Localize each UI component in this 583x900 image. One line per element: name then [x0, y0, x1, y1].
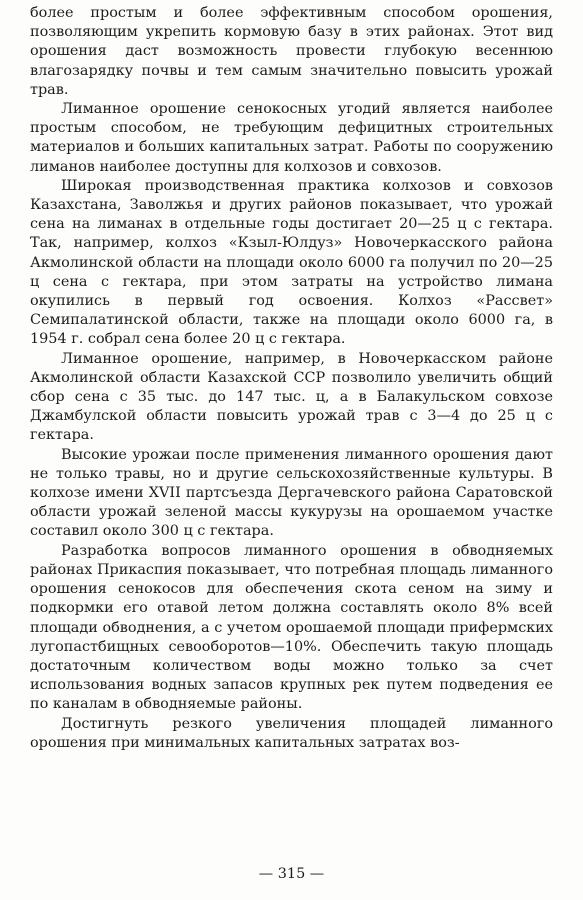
paragraph-2: Лиманное орошение сенокосных угодий является наиболее простым способом, не требующим дефицитных строительных материалов и больших капитальных затрат. Работы по сооружению лиманов наиболее доступны для колхозов и совхозов. — [30, 101, 553, 175]
body-text — [30, 4, 553, 753]
paragraph-4: Лиманное орошение, например, в Новочеркасском районе Акмолинской области Казахской ССР позволило увеличить общий сбор сена с 35 тыс. до 147 тыс. ц, а в Балакульском совхозе Джамбулской области повысить урожай трав с 3—4 до 25 ц с гектара. — [30, 350, 553, 444]
paragraph-3: Широкая производственная практика колхозов и совхозов Казахстана, Заволжья и других районов показывает, что урожай сена на лиманах в отдельные годы достигает 20—25 ц с гектара. Так, например, колхоз «Кзыл-Юлдуз» Новочеркасского района Акмолинской области на площади около 6000 га получил по 20—25 ц сена с гектара, при этом затраты на устройство лимана окупились в первый год освоения. Колхоз «Рассвет» Семипалатинской области, также на площади около 6000 га, в 1954 г. собрал сена более 20 ц с гектара. — [30, 177, 553, 348]
paragraph-6: Разработка вопросов лиманного орошения в обводняемых районах Прикаспия показывает, что потребная площадь лиманного орошения сенокосов для обеспечения скота сеном на зиму и подкормки его отавой летом должна составлять около 8% всей площади обводнения, а с учетом орошаемой площади прифермских лугопастбищных севооборотов—10%. Обеспечить такую площадь достаточным количеством воды можно только за счет использования водных запасов крупных рек путем подведения ее по каналам в обводняемые районы. — [30, 542, 553, 713]
paragraph-5: Высокие урожаи после применения лиманного орошения дают не только травы, но и другие сельскохозяйственные культуры. В колхозе имени XVII партсъезда Дергачевского района Саратовской области урожай зеленой массы кукурузы на орошаемом участке составил около 300 ц с гектара. — [30, 446, 553, 540]
paragraph-7: Достигнуть резкого увеличения площадей лиманного орошения при минимальных капитальных затратах воз- — [30, 715, 553, 751]
page-number: — 315 — — [258, 866, 325, 882]
paragraph-1: более простым и более эффективным способом орошения, позволяющим укрепить кормовую базу в этих районах. Этот вид орошения даст возможность провести глубокую весеннюю влагозарядку почвы и тем самым значительно повысить урожай трав. — [30, 5, 553, 98]
